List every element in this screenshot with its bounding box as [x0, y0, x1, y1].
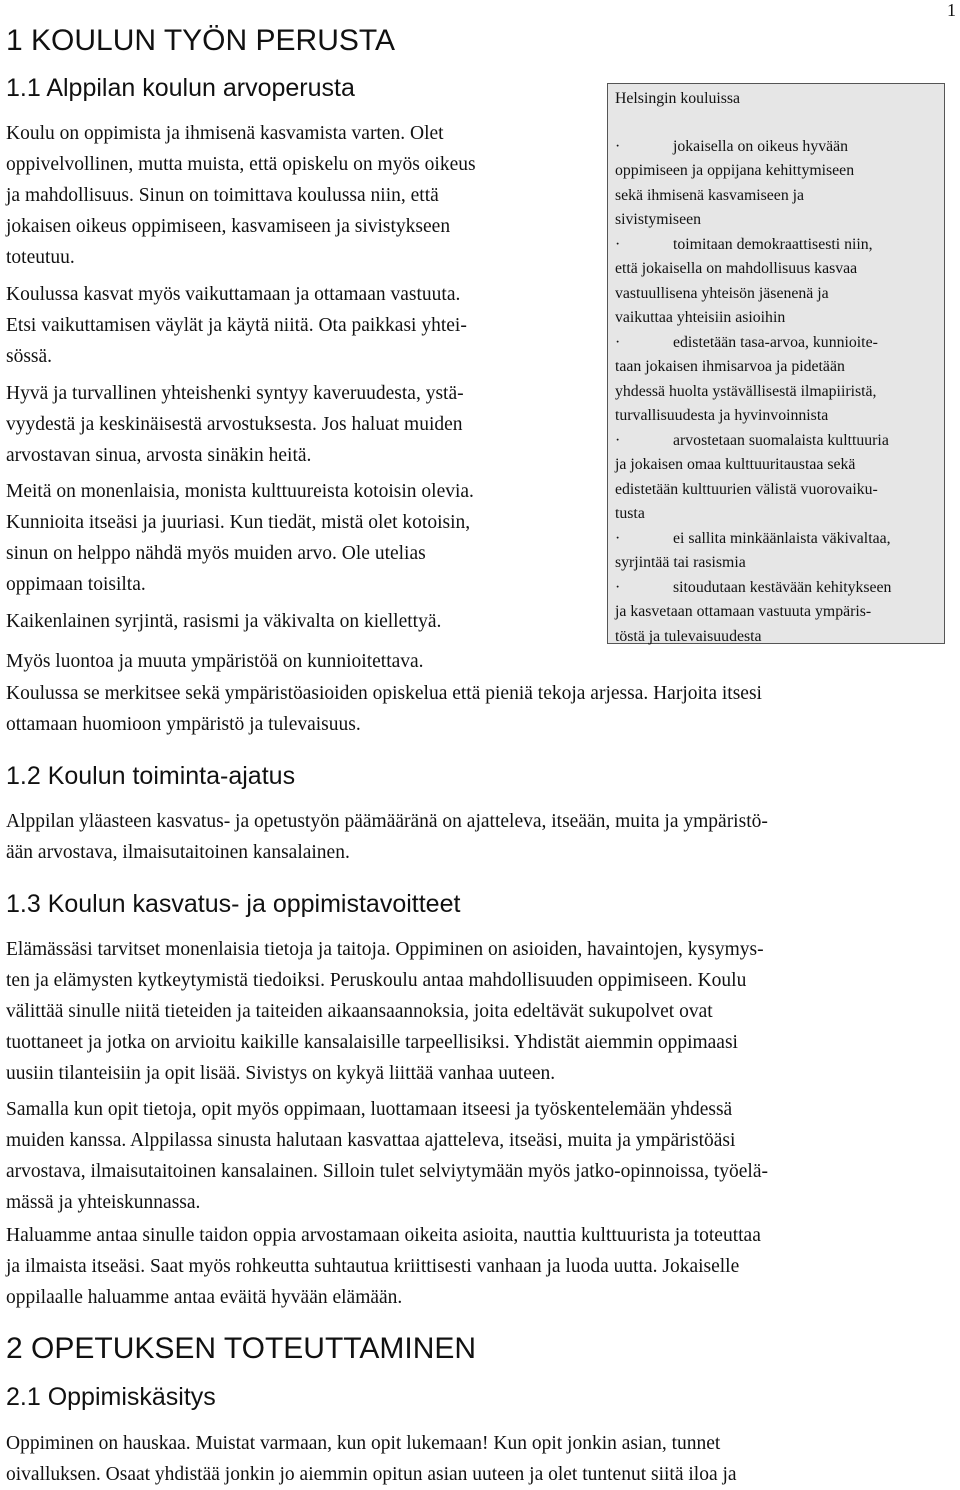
sidebox-item-text: edistetään tasa-arvoa, kunnioite- taan jokaisen ihmisarvoa ja pidetään yhdessä huolta ystävällisestä ilmapiiristä, turvallisuudesta ja hyvinvoinnista — [615, 333, 878, 424]
learning-paragraph: Oppiminen on hauskaa. Muistat varmaan, kun opit lukemaan! Kun opit jonkin asian, tunnet oivalluksen. Osaat yhdistää jonkin jo aiemmin opitun asian uuteen ja olet tuntenut siitä iloa ja — [6, 1433, 737, 1485]
sidebox-item-text: toimitaan demokraattisesti niin, että jokaisella on mahdollisuus kasvaa vastuullisena yhteisön jäsenenä ja vaikuttaa yhteisiin asioihin — [615, 235, 873, 326]
subsection-1-1-title: 1.1 Alppilan koulun arvoperusta — [6, 74, 355, 102]
sidebox-item — [615, 233, 944, 331]
sidebox-item — [615, 135, 944, 233]
subsection-1-3-title: 1.3 Koulun kasvatus- ja oppimistavoitteet — [6, 890, 461, 918]
sidebox-item — [615, 576, 944, 650]
section-1-title: 1 KOULUN TYÖN PERUSTA — [6, 24, 395, 57]
intro-paragraph-1: Koulu on oppimista ja ihmisenä kasvamista varten. Olet oppivelvollinen, mutta muista, että opiskelu on myös oikeus ja mahdollisuus. Sinun on toimittava koulussa niin, että jokaisen oikeus oppimiseen, kasvamiseen ja sivistykseen toteutuu. — [6, 123, 476, 268]
bullet-dot: · — [615, 529, 621, 547]
subsection-1-2-title: 1.2 Koulun toiminta-ajatus — [6, 762, 296, 790]
subsection-2-1-title: 2.1 Oppimiskäsitys — [6, 1383, 216, 1411]
section-2-title: 2 OPETUKSEN TOTEUTTAMINEN — [6, 1332, 477, 1365]
intro-paragraph-6: Myös luontoa ja muuta ympäristöä on kunnioitettava. — [6, 651, 424, 672]
goals-paragraph-2: Samalla kun opit tietoja, opit myös oppimaan, luottamaan itseesi ja työskentelemään yhdessä muiden kanssa. Alppilassa sinusta halutaan kasvattaa ajatteleva, itseäsi, muita ja ympäristöäsi arvostava, ilmaisutaitoinen kansalainen. Silloin tulet selviytymään myös jatko-opinnoissa, työelä- mässä ja yhteiskunnassa. — [6, 1099, 768, 1213]
sidebox-item — [615, 527, 944, 576]
bullet-dot: · — [615, 578, 621, 596]
page-number: 1 — [947, 0, 956, 20]
intro-paragraph-2: Koulussa kasvat myös vaikuttamaan ja ottamaan vastuuta. Etsi vaikuttamisen väylät ja käytä niitä. Ota paikkasi yhtei- sössä. — [6, 284, 467, 367]
bullet-dot: · — [615, 431, 621, 449]
environment-paragraph: Koulussa se merkitsee sekä ympäristöasioiden opiskelua että pieniä tekoja arjessa. Harjoita itsesi ottamaan huomioon ympäristö ja tulevaisuus. — [6, 683, 762, 735]
sidebox-item-text: jokaisella on oikeus hyvään oppimiseen ja oppijana kehittymiseen sekä ihmisenä kasvamiseen ja sivistymiseen — [615, 137, 855, 228]
helsinki-schools-sidebox — [607, 83, 945, 644]
sidebox-item — [615, 429, 944, 527]
bullet-dot: · — [615, 333, 621, 351]
sidebox-item-text: arvostetaan suomalaista kulttuuria ja jokaisen omaa kulttuuritaustaa sekä edistetään kulttuurien välistä vuorovaiku- tusta — [615, 431, 889, 522]
bullet-dot: · — [615, 235, 621, 253]
goals-paragraph-1: Elämässäsi tarvitset monenlaisia tietoja ja taitoja. Oppiminen on asioiden, havaintojen, kysymys- ten ja elämysten kytkeytymistä tiedoiksi. Peruskoulu antaa mahdollisuuden oppimiseen. Koulu välittää sinulle niitä tieteiden ja taiteiden aikaansaannoksia, joita edeltävät sukupolvet ovat tuottaneet ja jotka on arvioitu kaikille kansalaisille tarpeellisiksi. Yhdistät aiemmin oppimaasi uusiin tilanteisiin ja opit lisää. Sivistys on kykyä liittää vanhaa uuteen. — [6, 939, 764, 1084]
intro-paragraph-3: Hyvä ja turvallinen yhteishenki syntyy kaveruudesta, ystä- vyydestä ja keskinäisestä arvostuksesta. Jos haluat muiden arvostavan sinua, arvosta sinäkin heitä. — [6, 383, 464, 466]
bullet-dot: · — [615, 137, 621, 155]
sidebox-item-text: sitoudutaan kestävään kehitykseen ja kasvetaan ottamaan vastuuta ympäris- töstä ja tulevaisuudesta — [615, 578, 892, 645]
goals-paragraph-3: Haluamme antaa sinulle taidon oppia arvostamaan oikeita asioita, nauttia kulttuurista ja toteuttaa ja ilmaista itseäsi. Saat myös rohkeutta suhtautua kriittisesti vanhaan ja luoda uutta. Jokaiselle oppilaalle haluamme antaa eväitä hyvään elämään. — [6, 1225, 761, 1308]
intro-paragraph-5: Kaikenlainen syrjintä, rasismi ja väkivalta on kiellettyä. — [6, 611, 442, 632]
mission-paragraph: Alppilan yläasteen kasvatus- ja opetustyön päämääränä on ajatteleva, itseään, muita ja ympäristö- ään arvostava, ilmaisutaitoinen kansalainen. — [6, 811, 768, 863]
intro-paragraph-4: Meitä on monenlaisia, monista kulttuureista kotoisin olevia. Kunnioita itseäsi ja juuriasi. Kun tiedät, mistä olet kotoisin, sinun on helppo nähdä myös muiden arvo. Ole utelias oppimaan toisilta. — [6, 481, 474, 595]
sidebox-item-text: ei sallita minkäänlaista väkivaltaa, syrjintää tai rasismia — [615, 529, 891, 571]
sidebox-title: Helsingin kouluissa — [615, 90, 741, 107]
sidebox-item — [615, 331, 944, 429]
